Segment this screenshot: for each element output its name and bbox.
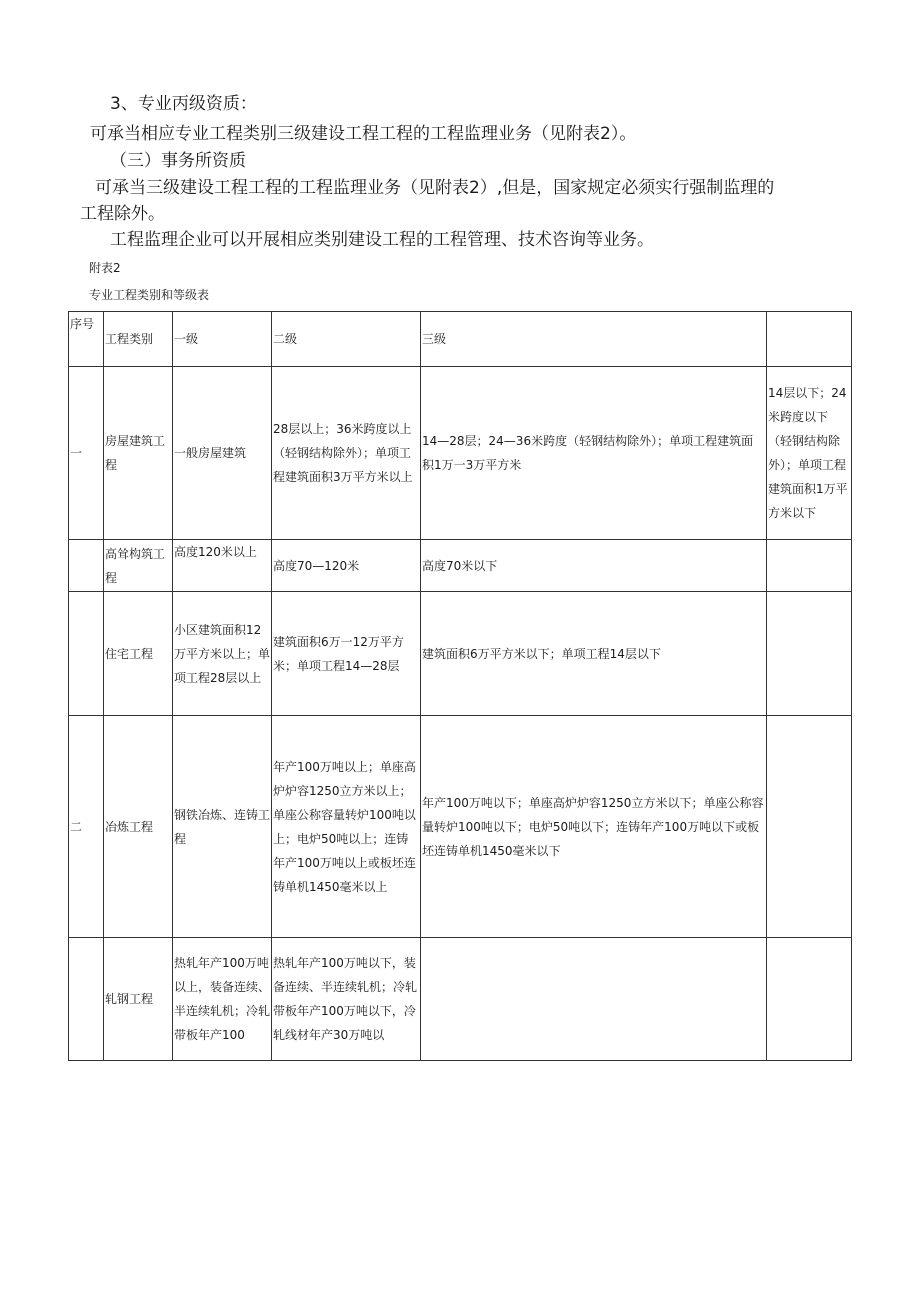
cell-grade-1: 钢铁冶炼、连铸工程 [173,716,272,938]
table-row [69,367,852,540]
cell-category: 住宅工程 [104,592,173,716]
cell-extra [767,716,852,938]
table-title: 专业工程类别和等级表 [89,288,210,302]
cell-grade-1: 热轧年产100万吨以上，装备连续、半连续轧机；冷轧带板年产100 [173,938,272,1061]
table-row [69,938,852,1061]
table-row [69,540,852,592]
header-grade-1: 一级 [173,312,272,367]
cell-grade-1: 高度120米以上 [173,540,272,592]
cell-grade-2: 28层以上；36米跨度以上（轻钢结构除外）；单项工程建筑面积3万平方米以上 [272,367,421,540]
cell-category: 冶炼工程 [104,716,173,938]
cell-index [69,592,104,716]
header-category: 工程类别 [104,312,173,367]
cell-index [69,540,104,592]
cell-grade-2: 建筑面积6万一12万平方米；单项工程14—28层 [272,592,421,716]
category-grade-table [68,311,852,1061]
header-grade-3: 三级 [421,312,767,367]
cell-category: 轧钢工程 [104,938,173,1061]
cell-extra [767,938,852,1061]
cell-grade-2: 热轧年产100万吨以下，装备连续、半连续轧机；冷轧带板年产100万吨以下，冷轧线材年产30万吨以 [272,938,421,1061]
cell-grade-2: 年产100万吨以上；单座高炉炉容1250立方米以上；单座公称容量转炉100吨以上；电炉50吨以上；连铸年产100万吨以上或板坯连铸单机1450毫米以上 [272,716,421,938]
header-index: 序号 [69,312,104,367]
cell-extra [767,540,852,592]
cell-grade-3: 高度70米以下 [421,540,767,592]
cell-index [69,938,104,1061]
paragraph-firm-scope-cont: 工程除外。 [80,204,165,224]
table-row [69,592,852,716]
cell-grade-3: 年产100万吨以下；单座高炉炉容1250立方米以下；单座公称容量转炉100吨以下；电炉50吨以下；连铸年产100万吨以下或板坯连铸单机1450毫米以下 [421,716,767,938]
paragraph-grade-c-scope: 可承当相应专业工程类别三级建设工程工程的工程监理业务（见附表2）。 [90,124,637,144]
cell-grade-3: 14—28层；24—36米跨度（轻钢结构除外）；单项工程建筑面积1万一3万平方米 [421,367,767,540]
cell-grade-2: 高度70—120米 [272,540,421,592]
table-header-row [69,312,852,367]
header-extra [767,312,852,367]
cell-extra: 14层以下；24米跨度以下（轻钢结构除外）；单项工程建筑面积1万平方米以下 [767,367,852,540]
cell-extra [767,592,852,716]
cell-grade-1: 小区建筑面积12万平方米以上；单项工程28层以上 [173,592,272,716]
cell-grade-1: 一般房屋建筑 [173,367,272,540]
section-heading-firm: （三）事务所资质 [110,151,246,171]
paragraph-other-services: 工程监理企业可以开展相应类别建设工程的工程管理、技术咨询等业务。 [110,230,654,250]
paragraph-firm-scope: 可承当三级建设工程工程的工程监理业务（见附表2）,但是，国家规定必须实行强制监理的 [95,178,775,198]
cell-grade-3 [421,938,767,1061]
header-grade-2: 二级 [272,312,421,367]
appendix-label: 附表2 [89,261,121,275]
cell-index: 一 [69,367,104,540]
cell-grade-3: 建筑面积6万平方米以下；单项工程14层以下 [421,592,767,716]
section-heading-grade-c: 3、专业丙级资质： [110,94,257,114]
cell-index: 二 [69,716,104,938]
table-row [69,716,852,938]
cell-category: 高耸构筑工程 [104,540,173,592]
cell-category: 房屋建筑工程 [104,367,173,540]
